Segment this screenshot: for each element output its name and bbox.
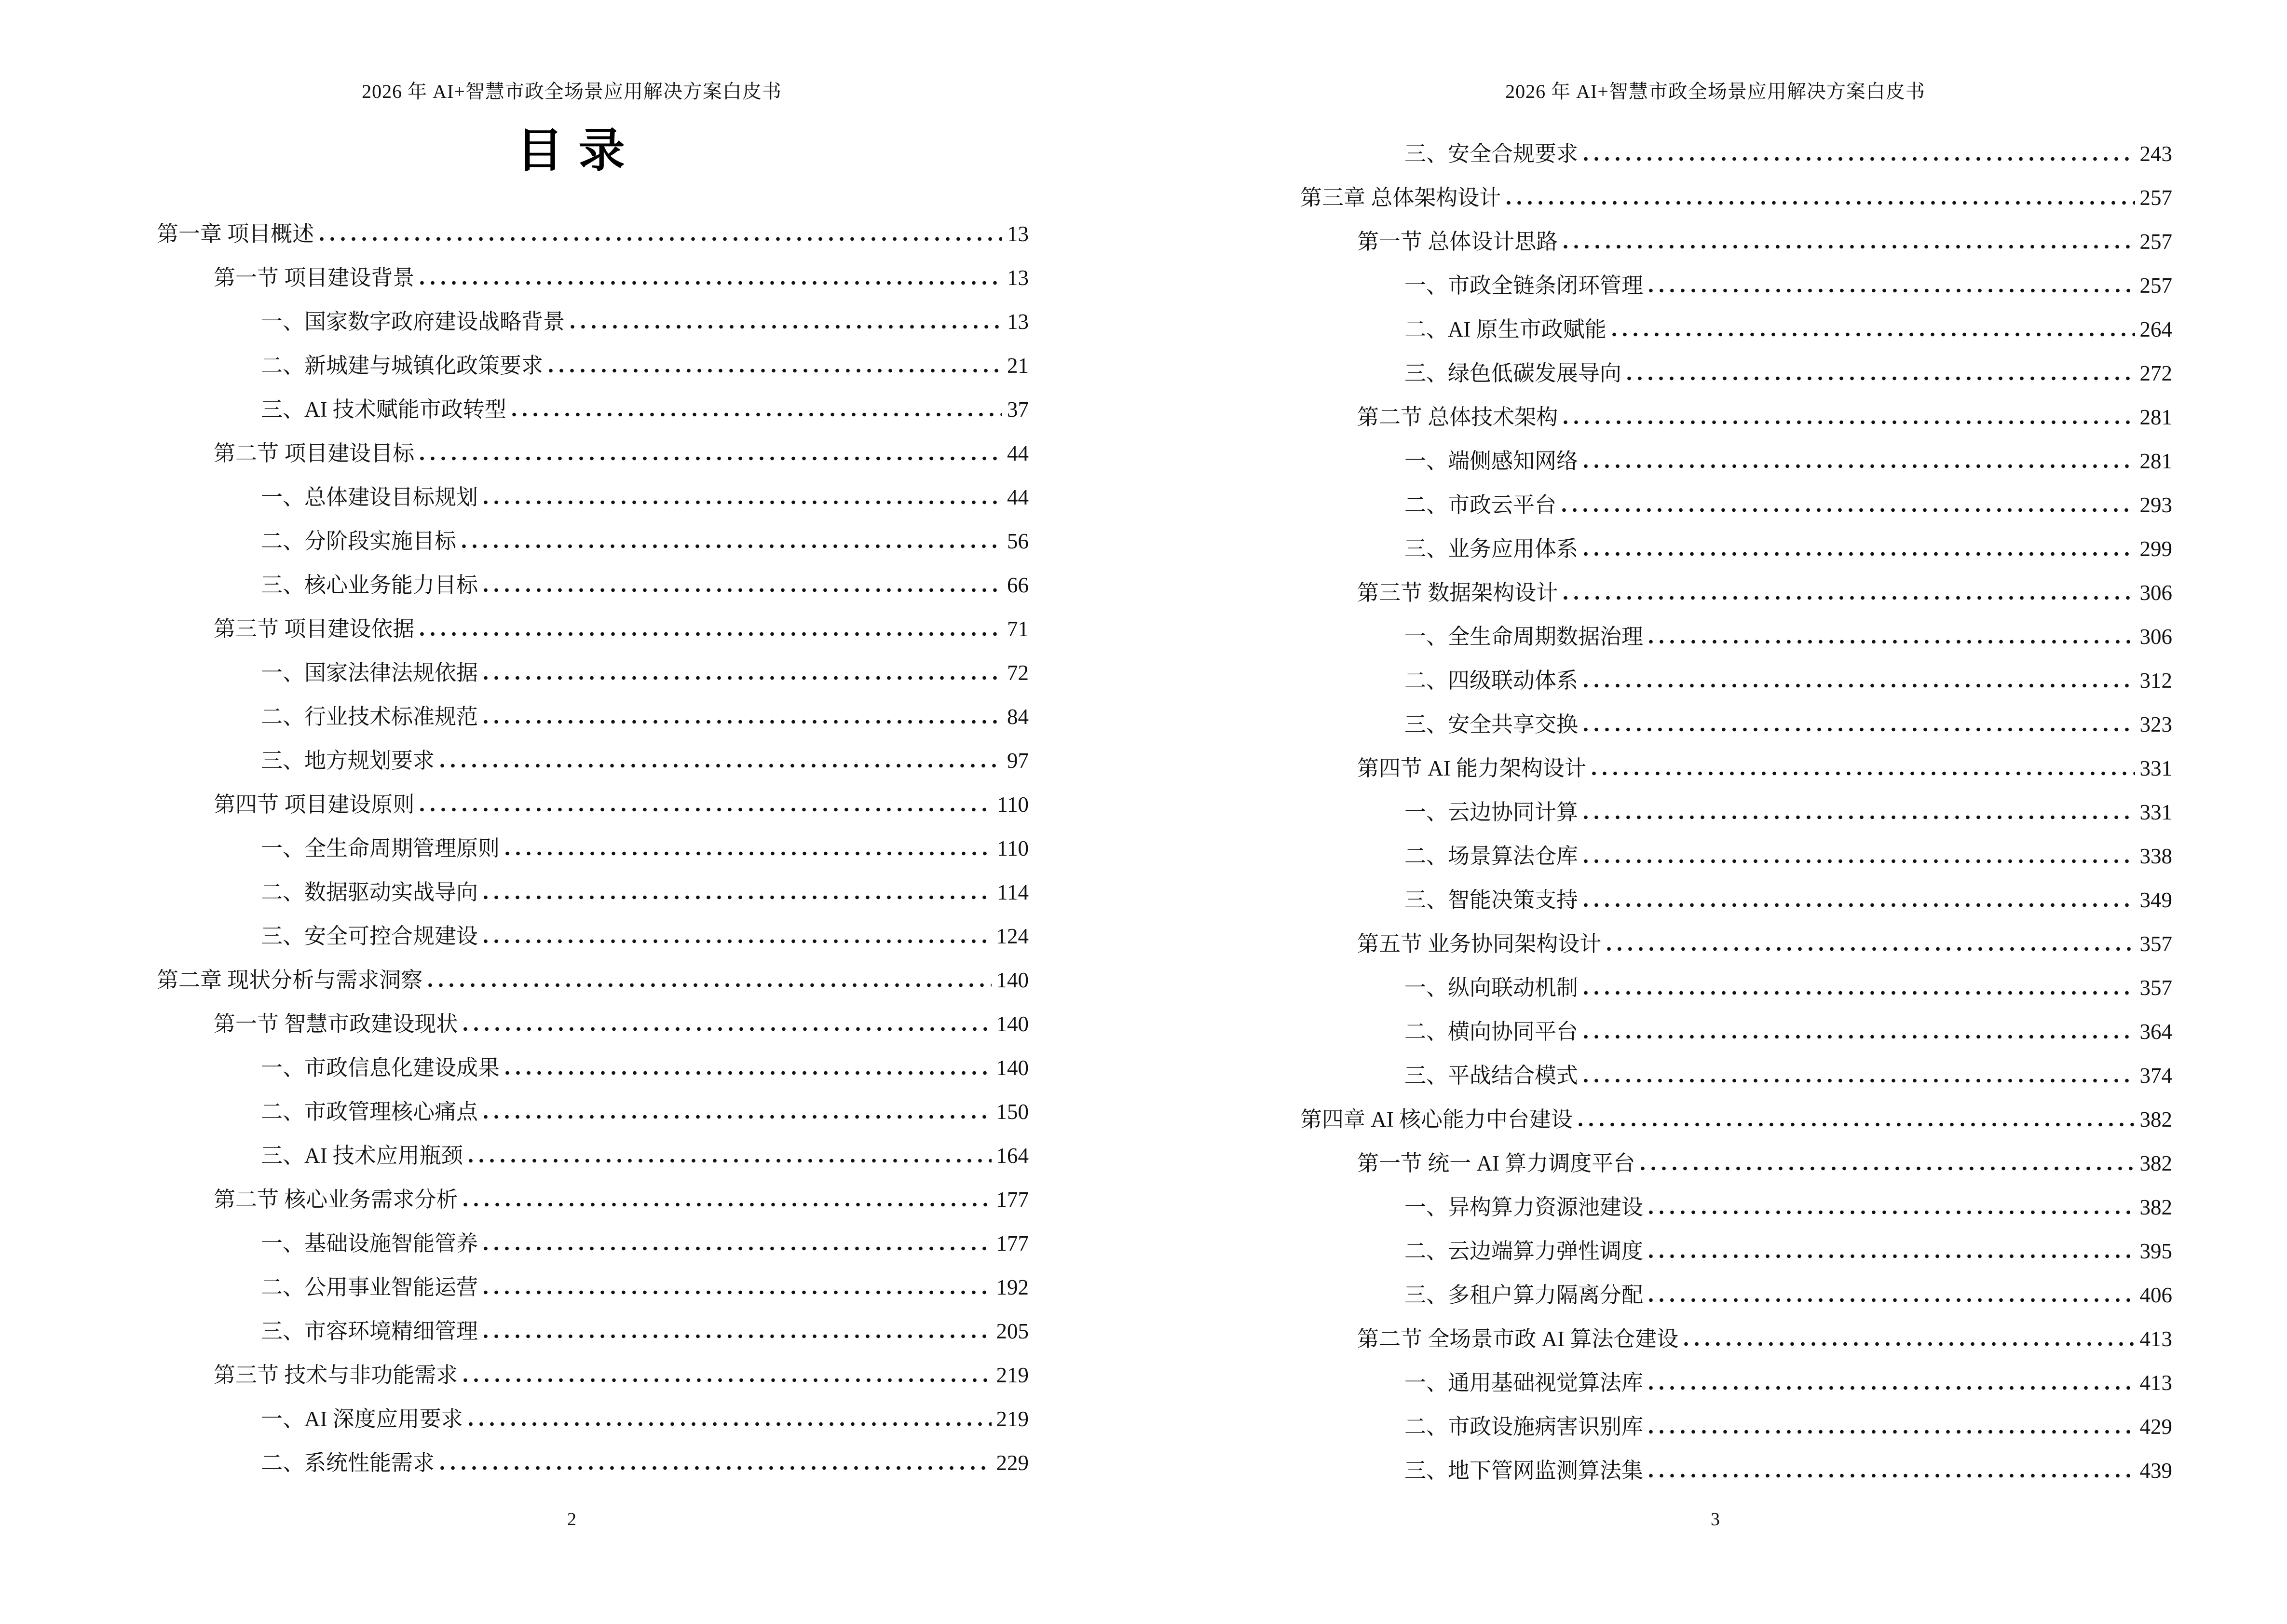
dot-leader [1607, 947, 2135, 951]
toc-entry [1300, 1351, 2172, 1394]
toc-entry [157, 728, 1029, 772]
toc-entry-label: 第一节 总体设计思路 [1357, 229, 1558, 254]
toc-entry-label: 第四节 AI 能力架构设计 [1357, 756, 1586, 780]
toc-entry-label: 三、AI 技术应用瓶颈 [261, 1143, 463, 1168]
toc-entry-label: 二、市政设施病害识别库 [1404, 1414, 1644, 1439]
toc-entry-page: 13 [1007, 265, 1029, 290]
dot-leader [1649, 1474, 2135, 1478]
toc-entry-label: 第四章 AI 核心能力中台建设 [1300, 1107, 1573, 1132]
toc-entry-label: 第三节 数据架构设计 [1357, 580, 1558, 605]
toc-entry [157, 1299, 1029, 1343]
toc-entry-label: 第一节 统一 AI 算力调度平台 [1357, 1151, 1635, 1175]
toc-entry-page: 413 [2139, 1326, 2172, 1351]
toc-entry-label: 第二章 现状分析与需求洞察 [157, 968, 423, 992]
toc-entry-label: 三、AI 技术赋能市政转型 [261, 397, 506, 422]
dot-leader [1584, 1078, 2135, 1083]
toc-entry-page: 293 [2139, 492, 2172, 517]
dot-leader [1584, 815, 2135, 819]
dot-leader [1684, 1342, 2135, 1346]
toc-entry [157, 948, 1029, 992]
toc-entry-page: 37 [1007, 397, 1029, 422]
toc-entry-label: 三、安全可控合规建设 [261, 924, 478, 948]
toc-entry-page: 114 [997, 880, 1029, 904]
toc-entry-label: 二、场景算法仓库 [1404, 844, 1579, 868]
toc-entry-label: 一、云边协同计算 [1404, 800, 1579, 824]
toc-entry-page: 257 [2139, 185, 2172, 210]
dot-leader [469, 1159, 992, 1163]
toc-entry-page: 13 [1007, 309, 1029, 334]
toc-entry [157, 904, 1029, 948]
toc-list [1300, 122, 2172, 1482]
dot-leader [420, 281, 1002, 285]
toc-entry [157, 421, 1029, 465]
toc-entry-label: 第三章 总体架构设计 [1300, 185, 1501, 210]
toc-entry-page: 219 [996, 1363, 1029, 1387]
dot-leader [1507, 201, 2135, 205]
toc-entry [157, 289, 1029, 333]
dot-leader [1564, 420, 2135, 424]
toc-entry [157, 1431, 1029, 1474]
toc-entry-page: 429 [2139, 1414, 2172, 1439]
dot-leader [1649, 288, 2135, 293]
toc-entry [1300, 1438, 2172, 1482]
toc-entry [157, 772, 1029, 816]
toc-entry-page: 264 [2139, 317, 2172, 341]
toc-entry-page: 299 [2139, 536, 2172, 561]
toc-entry [1300, 341, 2172, 385]
toc-entry-page: 382 [2139, 1107, 2172, 1132]
dot-leader [420, 632, 1002, 636]
toc-entry-page: 140 [996, 968, 1029, 992]
toc-entry [1300, 824, 2172, 868]
dot-leader [1649, 1386, 2135, 1390]
toc-entry [1300, 780, 2172, 824]
toc-entry [157, 1343, 1029, 1387]
toc-entry-label: 一、国家数字政府建设战略背景 [261, 309, 565, 334]
toc-entry-page: 312 [2139, 668, 2172, 693]
toc-entry [1300, 1131, 2172, 1175]
toc-entry-label: 二、行业技术标准规范 [261, 704, 478, 729]
dot-leader [1584, 683, 2135, 688]
toc-entry-label: 三、业务应用体系 [1404, 536, 1579, 561]
toc-entry [1300, 1219, 2172, 1263]
toc-entry [157, 684, 1029, 728]
toc-entry-label: 一、端侧感知网络 [1404, 449, 1579, 473]
toc-entry [157, 1123, 1029, 1167]
toc-entry-page: 413 [2139, 1370, 2172, 1395]
toc-entry-label: 第五节 业务协同架构设计 [1357, 931, 1602, 956]
dot-leader [463, 1378, 991, 1382]
toc-entry [1300, 297, 2172, 341]
toc-entry-label: 第三节 技术与非功能需求 [214, 1363, 458, 1387]
toc-entry [157, 860, 1029, 904]
toc-entry-page: 364 [2139, 1019, 2172, 1044]
toc-entry-label: 一、全生命周期数据治理 [1404, 624, 1644, 649]
toc-entry [157, 246, 1029, 289]
dot-leader [484, 588, 1002, 592]
toc-entry-page: 357 [2139, 931, 2172, 956]
dot-leader [484, 676, 1002, 680]
toc-entry [1300, 1394, 2172, 1438]
dot-leader [484, 500, 1002, 505]
toc-entry-label: 二、市政云平台 [1404, 492, 1557, 517]
toc-entry-label: 二、分阶段实施目标 [261, 529, 457, 553]
toc-entry-page: 205 [996, 1319, 1029, 1343]
toc-entry-label: 二、系统性能需求 [261, 1450, 435, 1475]
toc-entry-label: 三、地方规划要求 [261, 748, 435, 773]
dot-leader [420, 456, 1002, 461]
dot-leader [484, 1115, 991, 1119]
toc-entry-page: 257 [2139, 229, 2172, 254]
page-number: 3 [1711, 1509, 1720, 1529]
toc-entry [1300, 517, 2172, 560]
toc-entry-page: 140 [996, 1011, 1029, 1036]
dot-leader [1584, 859, 2135, 863]
toc-entry-label: 第一节 项目建设背景 [214, 265, 415, 290]
dot-leader [505, 1071, 991, 1075]
toc-entry-label: 第四节 项目建设原则 [214, 792, 415, 817]
dot-leader [1584, 1035, 2135, 1039]
dot-leader [1584, 464, 2135, 468]
dot-leader [1649, 1298, 2135, 1302]
toc-entry [157, 1167, 1029, 1211]
dot-leader [1627, 376, 2135, 381]
toc-entry-label: 第二节 总体技术架构 [1357, 405, 1558, 429]
toc-entry-label: 二、横向协同平台 [1404, 1019, 1579, 1044]
dot-leader [1584, 727, 2135, 732]
toc-entry [1300, 473, 2172, 517]
toc-entry [157, 1036, 1029, 1079]
toc-entry-page: 382 [2139, 1151, 2172, 1175]
toc-entry-label: 一、总体建设目标规划 [261, 485, 478, 509]
toc-entry-page: 323 [2139, 712, 2172, 737]
toc-entry-label: 二、公用事业智能运营 [261, 1275, 478, 1299]
toc-entry-page: 110 [997, 836, 1029, 860]
toc-entry [1300, 209, 2172, 253]
dot-leader [1584, 991, 2135, 995]
toc-entry-page: 71 [1007, 616, 1029, 641]
dot-leader [484, 1246, 991, 1251]
toc-entry-label: 二、新城建与城镇化政策要求 [261, 353, 544, 378]
toc-entry [1300, 253, 2172, 297]
dot-leader [320, 237, 1002, 241]
dot-leader [484, 1290, 991, 1295]
dot-leader [463, 1202, 991, 1207]
toc-entry-page: 97 [1007, 748, 1029, 773]
dot-leader [571, 325, 1002, 329]
toc-entry-page: 331 [2139, 756, 2172, 780]
toc-entry-page: 281 [2139, 449, 2172, 473]
dot-leader [1649, 1254, 2135, 1258]
dot-leader [505, 851, 992, 856]
toc-entry-label: 一、国家法律法规依据 [261, 660, 478, 685]
toc-entry-page: 164 [996, 1143, 1029, 1168]
toc-page-right [1144, 0, 2287, 1624]
toc-entry-label: 三、安全共享交换 [1404, 712, 1579, 737]
toc-entry-page: 110 [997, 792, 1029, 817]
toc-entry-page: 177 [996, 1187, 1029, 1212]
dot-leader [1649, 640, 2135, 644]
toc-entry [1300, 385, 2172, 429]
dot-leader [1649, 1210, 2135, 1215]
toc-entry-page: 382 [2139, 1195, 2172, 1219]
toc-title: 目 录 [517, 125, 627, 177]
toc-entry-label: 第二节 核心业务需求分析 [214, 1187, 458, 1212]
toc-entry [157, 202, 1029, 246]
toc-entry [1300, 868, 2172, 912]
toc-entry-label: 一、纵向联动机制 [1404, 975, 1579, 1000]
toc-entry-page: 150 [996, 1099, 1029, 1124]
dot-leader [463, 1027, 991, 1031]
toc-entry-page: 357 [2139, 975, 2172, 1000]
toc-entry-page: 84 [1007, 704, 1029, 729]
toc-entry [157, 1211, 1029, 1255]
toc-entry-page: 349 [2139, 887, 2172, 912]
toc-entry [157, 465, 1029, 509]
toc-entry-label: 一、通用基础视觉算法库 [1404, 1370, 1644, 1395]
toc-entry-label: 二、云边端算力弹性调度 [1404, 1239, 1644, 1263]
dot-leader [1564, 245, 2135, 249]
toc-entry-page: 374 [2139, 1063, 2172, 1088]
toc-entry-page: 219 [996, 1406, 1029, 1431]
toc-entry-label: 一、市政信息化建设成果 [261, 1055, 500, 1080]
toc-entry [157, 377, 1029, 421]
dot-leader [428, 983, 991, 987]
toc-entry [1300, 1043, 2172, 1087]
page-header: 2026 年 AI+智慧市政全场景应用解决方案白皮书 [1505, 81, 1925, 102]
toc-entry-label: 三、安全合规要求 [1404, 141, 1579, 166]
dot-leader [549, 368, 1002, 373]
dot-leader [484, 939, 991, 943]
toc-entry-label: 二、AI 原生市政赋能 [1404, 317, 1606, 341]
toc-entry [1300, 999, 2172, 1043]
page-header: 2026 年 AI+智慧市政全场景应用解决方案白皮书 [362, 81, 782, 102]
toc-entry-label: 三、智能决策支持 [1404, 887, 1579, 912]
toc-entry-page: 140 [996, 1055, 1029, 1080]
toc-entry [157, 1079, 1029, 1123]
dot-leader [1564, 596, 2135, 600]
dot-leader [1579, 1122, 2135, 1127]
toc-entry-label: 一、基础设施智能管养 [261, 1231, 478, 1256]
dot-leader [484, 1334, 991, 1338]
toc-entry [1300, 912, 2172, 955]
toc-entry-label: 三、市容环境精细管理 [261, 1319, 478, 1343]
toc-entry-label: 三、平战结合模式 [1404, 1063, 1579, 1088]
toc-entry [1300, 736, 2172, 780]
dot-leader [1641, 1166, 2135, 1171]
toc-entry-page: 395 [2139, 1239, 2172, 1263]
toc-entry-label: 一、AI 深度应用要求 [261, 1406, 463, 1431]
page-number: 2 [567, 1509, 576, 1529]
dot-leader [484, 720, 1002, 724]
toc-entry [157, 1255, 1029, 1299]
toc-entry [1300, 955, 2172, 999]
toc-entry-page: 56 [1007, 529, 1029, 553]
toc-entry-label: 第一章 项目概述 [157, 221, 314, 246]
toc-entry [1300, 1307, 2172, 1351]
toc-entry-page: 66 [1007, 573, 1029, 597]
dot-leader [512, 412, 1002, 417]
toc-entry [157, 553, 1029, 597]
toc-entry [1300, 429, 2172, 473]
dot-leader [1584, 903, 2135, 907]
dot-leader [469, 1422, 992, 1426]
toc-entry-page: 21 [1007, 353, 1029, 378]
dot-leader [1584, 552, 2135, 556]
toc-entry [1300, 1263, 2172, 1307]
toc-entry-label: 二、市政管理核心痛点 [261, 1099, 478, 1124]
toc-entry-label: 三、绿色低碳发展导向 [1404, 361, 1622, 385]
dot-leader [1562, 508, 2135, 512]
dot-leader [440, 764, 1002, 768]
toc-entry [157, 597, 1029, 641]
toc-entry-page: 124 [996, 924, 1029, 948]
toc-entry [1300, 165, 2172, 209]
toc-entry-label: 第三节 项目建设依据 [214, 616, 415, 641]
toc-entry [1300, 560, 2172, 604]
toc-entry-page: 439 [2139, 1458, 2172, 1483]
toc-entry-page: 406 [2139, 1283, 2172, 1307]
toc-entry-label: 第二节 项目建设目标 [214, 441, 415, 465]
toc-list [157, 202, 1029, 1474]
toc-entry-page: 177 [996, 1231, 1029, 1256]
toc-entry-page: 72 [1007, 660, 1029, 685]
toc-entry [157, 992, 1029, 1036]
toc-entry-page: 229 [996, 1450, 1029, 1475]
dot-leader [484, 895, 992, 900]
dot-leader [440, 1466, 991, 1470]
toc-entry-label: 一、市政全链条闭环管理 [1404, 273, 1644, 298]
toc-entry-page: 331 [2139, 800, 2172, 824]
toc-entry [157, 641, 1029, 684]
toc-entry [157, 816, 1029, 860]
toc-entry-page: 13 [1007, 221, 1029, 246]
toc-entry-page: 306 [2139, 580, 2172, 605]
toc-entry-page: 281 [2139, 405, 2172, 429]
toc-entry-page: 44 [1007, 441, 1029, 465]
toc-entry-label: 一、全生命周期管理原则 [261, 836, 500, 860]
dot-leader [1612, 332, 2135, 337]
toc-entry-label: 第一节 智慧市政建设现状 [214, 1011, 458, 1036]
toc-entry [1300, 1087, 2172, 1131]
toc-entry-label: 三、地下管网监测算法集 [1404, 1458, 1644, 1483]
toc-entry-page: 243 [2139, 141, 2172, 166]
toc-entry-page: 338 [2139, 844, 2172, 868]
toc-entry-label: 三、核心业务能力目标 [261, 573, 478, 597]
dot-leader [420, 807, 992, 812]
toc-entry [1300, 692, 2172, 736]
toc-entry-label: 第二节 全场景市政 AI 算法仓建设 [1357, 1326, 1679, 1351]
toc-entry-page: 257 [2139, 273, 2172, 298]
toc-entry [157, 333, 1029, 377]
toc-entry [157, 509, 1029, 553]
toc-entry-label: 二、数据驱动实战导向 [261, 880, 478, 904]
toc-entry [1300, 122, 2172, 165]
toc-entry-page: 272 [2139, 361, 2172, 385]
toc-entry [1300, 1175, 2172, 1219]
toc-entry-page: 44 [1007, 485, 1029, 509]
toc-entry-label: 一、异构算力资源池建设 [1404, 1195, 1644, 1219]
toc-entry [1300, 648, 2172, 692]
dot-leader [1592, 771, 2135, 776]
toc-entry-label: 三、多租户算力隔离分配 [1404, 1283, 1644, 1307]
dot-leader [462, 544, 1002, 548]
toc-entry [157, 1387, 1029, 1431]
toc-entry-label: 二、四级联动体系 [1404, 668, 1579, 693]
dot-leader [1649, 1430, 2135, 1434]
toc-entry [1300, 604, 2172, 648]
toc-entry-page: 306 [2139, 624, 2172, 649]
dot-leader [1584, 157, 2135, 161]
toc-entry-page: 192 [996, 1275, 1029, 1299]
